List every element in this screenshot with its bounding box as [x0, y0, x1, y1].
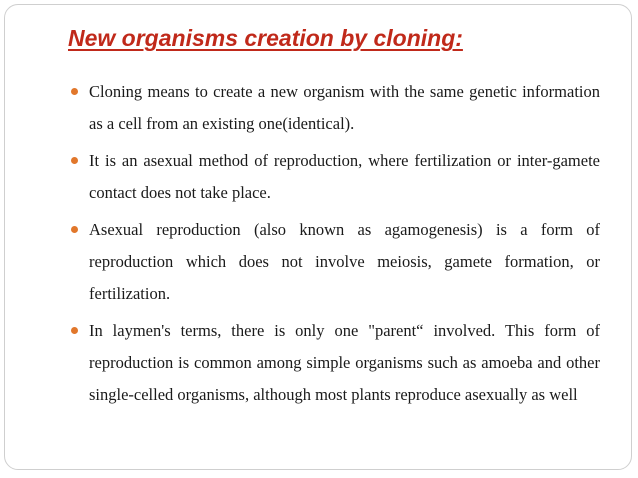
- bullet-dot-icon: [71, 327, 78, 334]
- list-item: [70, 145, 600, 209]
- list-item: [70, 76, 600, 140]
- bullet-dot-icon: [71, 88, 78, 95]
- bullet-text: Asexual reproduction (also known as agamogenesis) is a form of reproduction which does not involve meiosis, gamete formation, or fertilization.: [89, 220, 600, 303]
- bullet-text: It is an asexual method of reproduction, where fertilization or inter-gamete contact does not take place.: [89, 151, 600, 202]
- slide-title: New organisms creation by cloning:: [68, 25, 463, 51]
- bullet-dot-icon: [71, 226, 78, 233]
- bullet-text: Cloning means to create a new organism with the same genetic information as a cell from an existing one(identical).: [89, 82, 600, 133]
- bullet-dot-icon: [71, 157, 78, 164]
- bullet-list: [70, 76, 600, 416]
- list-item: [70, 315, 600, 411]
- list-item: [70, 214, 600, 310]
- bullet-text: In laymen's terms, there is only one "parent“ involved. This form of reproduction is common among simple organisms such as amoeba and other single-celled organisms, although most plants reproduce asexually as well: [89, 321, 600, 404]
